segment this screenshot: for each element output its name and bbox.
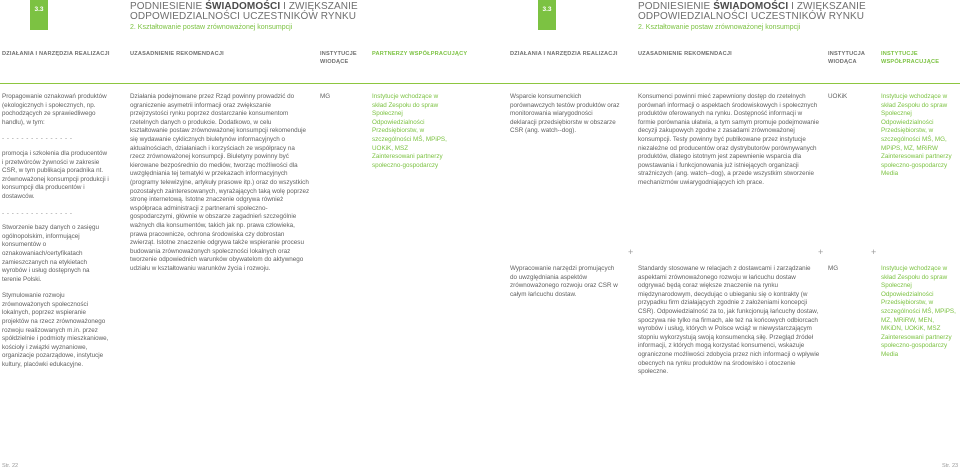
title-prefix: PODNIESIENIE (638, 1, 714, 12)
col-header-partners: PARTNERZY WSPÓŁPRACUJĄCY (372, 51, 468, 57)
col-header-lead-institutions: INSTYTUCJE WIODĄCE (320, 51, 357, 65)
row1-lead-institution-cell: UOKiK (828, 93, 848, 100)
dash-separator-2: - - - - - - - - - - - - - - - (2, 209, 73, 217)
row1-actions-cell: Wsparcie konsumenckich porównawczych testów produktów oraz monitorowania wiarygodności deklaracji przedsiębiorstw w obszarze CSR (ang. watch--dog). (510, 93, 620, 135)
action-text-4: Stymulowanie rozwoju zrównoważonych społeczności lokalnych, poprzez wspieranie projektów na rzecz zrównoważonego rozwoju realizowanych m.in. przez spółdzielnie i podmioty mieszkaniowe, kościoły i związki wyznaniowe, organizacje pozarządowe, instytucje kultury, placówki edukacyjne. (2, 292, 109, 369)
row2-justification-cell: Standardy stosowane w relacjach z dostawcami i zarządzanie aspektami zrównoważonego rozwoju w łańcuchu dostaw odgrywać będą coraz większe znaczenie na rynku międzynarodowym, decydując o ubieganiu się o kontrakty (w przypadku firm działających zgodnie z założeniami koncepcji CSR). Odpowiedzialność za to, jak funkcjonują łańcuchy dostaw, spoczywa nie tylko na firmach, ale też na końcowych odbiorcach wyrobów i usług, których w Polsce wciąż w niewystarczającym stopniu wykorzystują swoją konsumencką siłę. Przegląd źródeł informacji, z których mogą korzystać konsumenci, wskazuje ograniczone możliwości zdobycia przez nich informacji o wpływie obecnych na rynku produktów na środowisko i otoczenie społeczne. (638, 265, 820, 376)
row1-justification-cell: Konsumenci powinni mieć zapewniony dostęp do rzetelnych porównań informacji o aspektach środowiskowych i społecznych produktów oferowanych na rynku. Dostępność informacji w formie porównania ułatwia, a tym samym promuje podejmowanie decyzji zakupowych zgodne z zasadami zrównoważonej konsumpcji. Testy powinny być publikowane przez instytucje niezależne od producentów oraz dystrybutorów porównywanych produktów, dlatego istotnym jest zapewnienie wsparcia dla powstawania i funkcjonowania już istniejących organizacji strażniczych (ang. watch--dog), a przede wszystkim stworzenie mechanizmów uwiarygodniających ich prace. (638, 93, 819, 186)
title-bold: ŚWIADOMOŚCI (713, 1, 789, 12)
header-title-line2: ODPOWIEDZIALNOŚCI UCZESTNIKÓW RYNKU (638, 11, 865, 22)
action-text-1: Propagowanie oznakowań produktów (ekologicznych i społecznych, np. pochodzących ze sprawiedliwego handlu), w tym: (2, 93, 107, 126)
row-separator-plus: + (818, 247, 824, 257)
col-header-justification: UZASADNIENIE REKOMENDACJI (638, 51, 732, 57)
right-page (480, 0, 960, 469)
header-title-line2: ODPOWIEDZIALNOŚCI UCZESTNIKÓW RYNKU (130, 11, 357, 22)
title-suffix: I ZWIĘKSZANIE (280, 1, 358, 12)
header-subtitle: 2. Kształtowanie postaw zrównoważonej konsumpcji (638, 24, 801, 31)
section-badge: 3.3 (538, 0, 556, 30)
lead-institution-cell: MG (320, 93, 331, 100)
title-suffix: I ZWIĘKSZANIE (788, 1, 866, 12)
row2-lead-institution-cell: MG (828, 265, 839, 272)
page-header (130, 2, 358, 33)
page-header (638, 2, 866, 33)
action-text-2: promocja i szkolenia dla producentów i przetwórców żywności w zakresie CSR, w tym publikacja poradnika nt. zrównoważonej konsumpcji produkcji i konsumpcji dla producentów i dostawców. (2, 149, 109, 200)
col-header-actions: DZIAŁANIA I NARZĘDZIA REALIZACJI (510, 51, 618, 57)
row2-actions-cell: Wypracowanie narzędzi promujących do uwzględniania aspektów zrównoważonego rozwoju oraz CSR w całym łańcuchu dostaw. (510, 265, 618, 298)
section-badge: 3.3 (30, 0, 48, 30)
row1-cooperating-cell: Instytucje wchodzące w skład Zespołu do spraw Społecznej Odpowiedzialności Przedsiębiorstw, w szczególności MŚ, MG, MPiPS, MZ, MRiRW Zainteresowani partnerzy społeczno-gospodarczy Media (881, 93, 952, 178)
page-number: Str. 22 (2, 463, 19, 469)
col-header-actions: DZIAŁANIA I NARZĘDZIA REALIZACJI (2, 51, 110, 57)
row-separator-plus: + (628, 247, 634, 257)
header-divider (480, 83, 960, 84)
col-header-justification: UZASADNIENIE REKOMENDACJI (130, 51, 224, 57)
header-subtitle: 2. Kształtowanie postaw zrównoważonej konsumpcji (130, 24, 293, 31)
col-header-cooperating: INSTYTUCJE WSPÓŁPRACUJĄCE (881, 51, 940, 65)
page-number: Str. 23 (942, 463, 959, 469)
col-header-lead-institution: INSTYTUCJA WIODĄCA (828, 51, 865, 65)
justification-cell: Działania podejmowane przez Rząd powinny prowadzić do ograniczenie asymetrii informacji oraz zwiększanie przejrzystości rynku poprzez dostarczanie konsumentom rzetelnych danych o produkcie. Dodatkowo, w celu kształtowanie postaw zrównoważonej konsumpcji rekomenduje się wydawanie cyklicznych biuletynów informacyjnych o aktualnościach, działaniach i korzyściach ze współpracy na rzecz zrównoważonej konsumpcji. Biuletyny powinny być kierowane bezpośrednio do mediów, tworząc możliwości dla uwzględniania tej tematyki w przekazach informacyjnych (programy telewizyjne, artykuły prasowe itp.) oraz do wszystkich pozostałych zainteresowanych, wyrażających taką wolę poprzez stronę internetową. Istotne znaczenie odgrywa również współpraca administracji z partnerami społeczno-gospodarczymi, głównie w obszarze zagadnień szczególnie ważnych dla konsumentów, takich jak np. prawa człowieka, prawa pracownicze, ochrona środowiska czy dobrostan zwierząt. Istotne znaczenie odgrywa także wspieranie procesu budowania zrównoważonych społeczności lokalnych oraz tworzenie odpowiednich warunków obywatelom do aktywnego udziału w kształtowaniu warunków życia i rozwoju. (130, 93, 310, 272)
action-text-3: Stworzenie bazy danych o zasięgu ogólnopolskim, informującej konsumentów o oznakowaniach/certyfikatach zamieszczanych na etykietach wyrobów i usług dostępnych na terenie Polski. (2, 224, 99, 283)
row2-cooperating-cell: Instytucje wchodzące w skład Zespołu do spraw Społecznej Odpowiedzialności Przedsiębiorstw, w szczególności MŚ, MPiPS, MZ, MRiRW, MEN, MKiDN, UOKiK, MSZ Zainteresowani partnerzy społeczno-gospodarczy Media (881, 265, 956, 358)
title-bold: ŚWIADOMOŚCI (205, 1, 281, 12)
dash-separator-1: - - - - - - - - - - - - - - - (2, 135, 73, 143)
title-prefix: PODNIESIENIE (130, 1, 206, 12)
partners-cell: Instytucje wchodzące w skład Zespołu do spraw Społecznej Odpowiedzialności Przedsiębiorstw, w szczególności MŚ, MPiPS, UOKiK, MSZ Zainteresowani partnerzy społeczno-gospodarczy (372, 93, 447, 169)
actions-cell (2, 93, 110, 378)
header-divider (0, 83, 480, 84)
row-separator-plus: + (871, 247, 877, 257)
